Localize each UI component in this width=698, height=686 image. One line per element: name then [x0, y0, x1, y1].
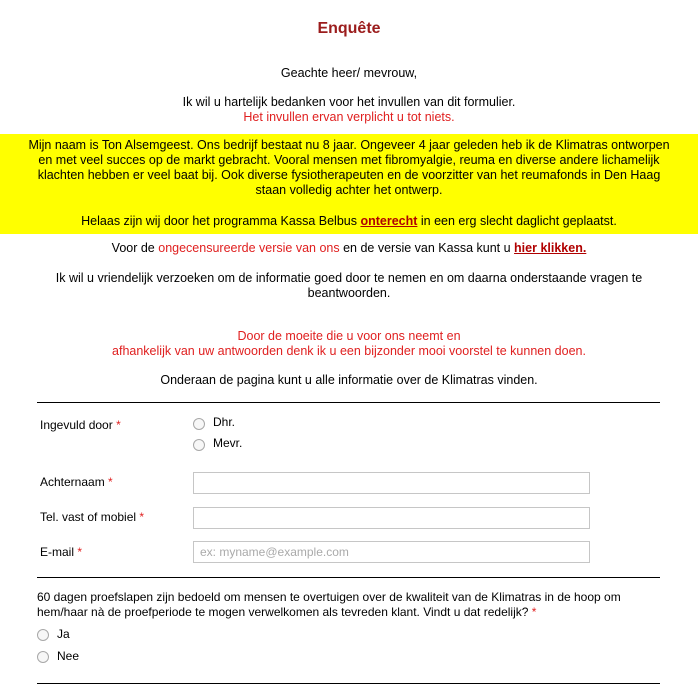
radio-dhr[interactable] — [193, 418, 205, 430]
page-title: Enquête — [317, 20, 381, 37]
obligation-text: Het invullen ervan verplicht u tot niets. — [243, 110, 455, 124]
kassa-text-before: Helaas zijn wij door het programma Kassa Belbus — [81, 214, 361, 228]
lastname-label — [40, 475, 113, 489]
bottom-info-text: Onderaan de pagina kunt u alle informatie over de Klimatras vinden. — [160, 373, 538, 387]
required-mark: * — [139, 510, 145, 524]
intro-paragraph: Mijn naam is Ton Alsemgeest. Ons bedrijf bestaat nu 8 jaar. Ongeveer 4 jaar geleden heb ik de Klimatras ontworpen en met veel succes op de markt gebracht. Vooral mensen met fibromyalgie, reuma en diverse andere lichamelijk klachten hebben er veel baat bij. Ook diverse fysiotherapeuten en de voorzitter van het reumafonds in Den Haag staan volledig achter het ontwerp. — [28, 138, 670, 197]
required-mark: * — [108, 475, 113, 489]
email-label-text: E-mail — [40, 545, 75, 559]
salutation: Geachte heer/ mevrouw, — [280, 66, 418, 80]
uncensored-version-text: ongecensureerde versie van ons — [158, 241, 340, 255]
phone-input[interactable] — [193, 507, 590, 529]
divider — [37, 683, 660, 684]
trial-question-text: 60 dagen proefslapen zijn bedoeld om mensen te overtuigen over de kwaliteit van de Klimatras in de hoop om hem/haar nà de proefperiode te mogen verwelkomen als tevreden klant. Vindt u dat redelijk? — [37, 590, 621, 619]
lastname-input[interactable] — [193, 472, 590, 494]
click-here-link[interactable]: hier klikken. — [514, 241, 587, 255]
effort-text-line2: afhankelijk van uw antwoorden denk ik u een bijzonder mooi voorstel te kunnen doen. — [112, 344, 586, 358]
radio-ja[interactable] — [37, 629, 49, 641]
onterecht-link[interactable]: onterecht — [360, 214, 418, 228]
thanks-text: Ik wil u hartelijk bedanken voor het invullen van dit formulier. — [182, 95, 516, 109]
radio-ja-label[interactable]: Ja — [57, 627, 70, 641]
kassa-text-after: in een erg slecht daglicht geplaatst. — [417, 214, 617, 228]
radio-nee-label[interactable]: Nee — [57, 649, 80, 663]
required-mark: * — [531, 605, 537, 619]
trial-question — [37, 590, 637, 620]
required-mark: * — [77, 545, 83, 559]
radio-mevr-label[interactable]: Mevr. — [213, 436, 243, 450]
version-line — [0, 241, 698, 256]
divider — [37, 577, 660, 578]
request-text: Ik wil u vriendelijk verzoeken om de informatie goed door te nemen en om daarna onderstaande vragen te beantwoorden. — [55, 271, 643, 300]
filled-by-label — [40, 418, 121, 432]
kassa-paragraph — [0, 214, 698, 229]
phone-label — [40, 510, 144, 524]
required-mark: * — [116, 418, 121, 432]
effort-text-line1: Door de moeite die u voor ons neemt en — [237, 329, 461, 343]
lastname-label-text: Achternaam — [40, 475, 105, 489]
intro-highlight-box — [0, 134, 698, 234]
radio-nee[interactable] — [37, 651, 49, 663]
version-text-before: Voor de — [111, 241, 159, 255]
radio-mevr[interactable] — [193, 439, 205, 451]
filled-by-label-text: Ingevuld door — [40, 418, 113, 432]
radio-dhr-label[interactable]: Dhr. — [213, 415, 236, 429]
phone-label-text: Tel. vast of mobiel — [40, 510, 137, 524]
email-input[interactable] — [193, 541, 590, 563]
divider — [37, 402, 660, 403]
email-label — [40, 545, 82, 559]
version-text-middle: en de versie van Kassa kunt u — [339, 241, 515, 255]
